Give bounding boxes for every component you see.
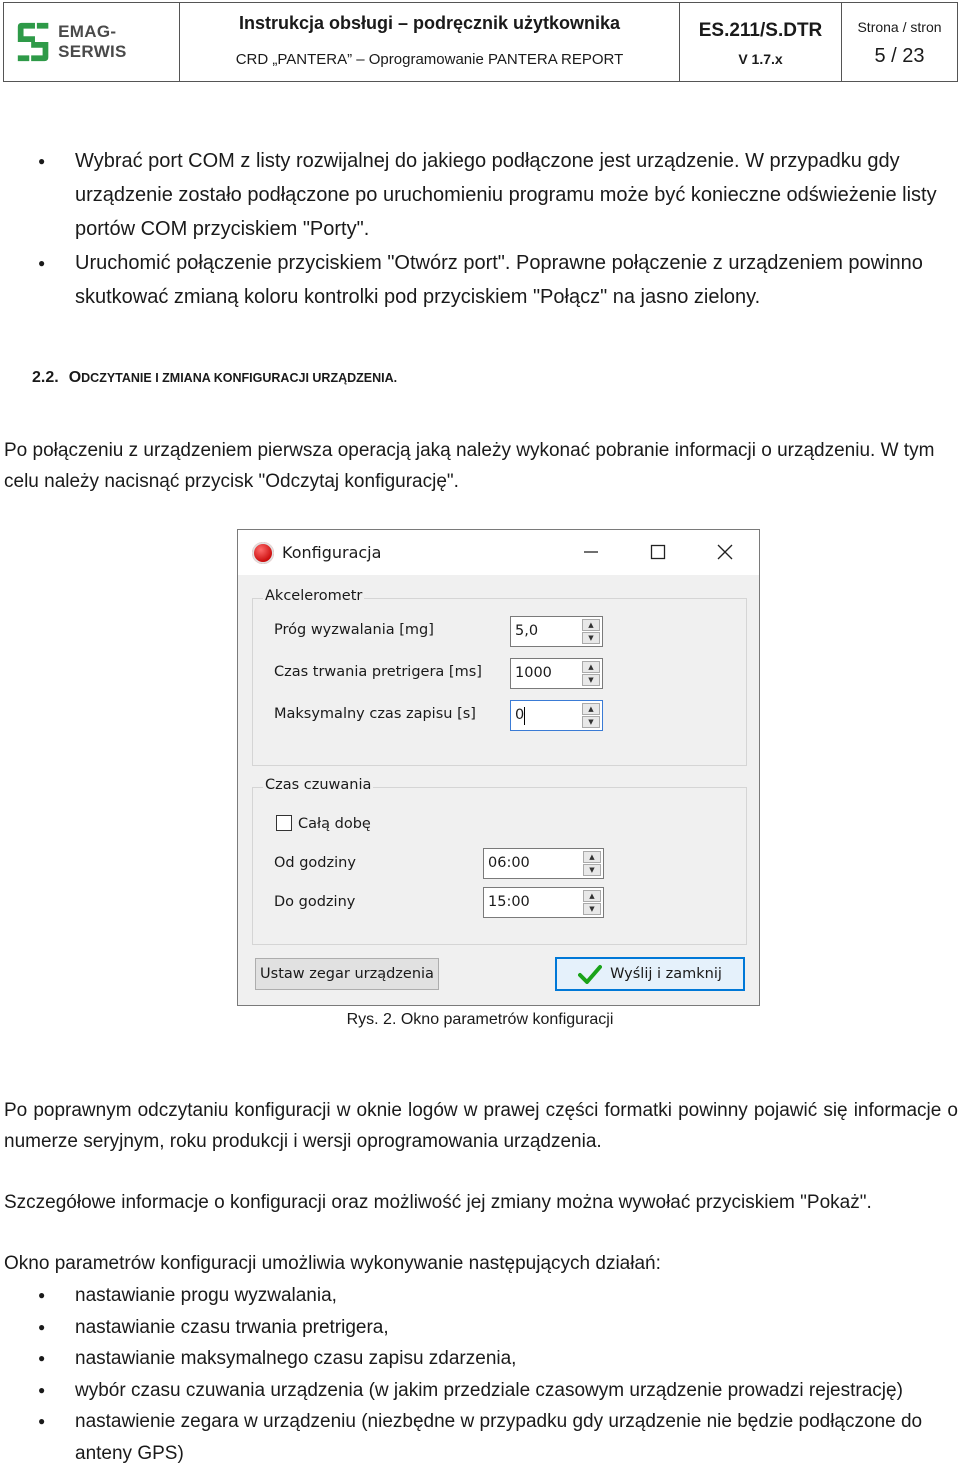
all-day-label: Całą dobę [298,816,371,832]
spin-down-icon[interactable]: ▼ [582,674,600,686]
section-title: DCZYTANIE I ZMIANA KONFIGURACJI URZĄDZENIA. [81,371,398,385]
section-heading [32,369,397,387]
page-label: Strona / stron [857,19,942,35]
section-title-initial: O [68,369,82,386]
list-item: ● nastawianie czasu trwania pretrigera, [0,1312,960,1344]
document-title: Instrukcja obsługi – podręcznik użytkownika [238,13,621,33]
group-title: Czas czuwania [265,777,372,793]
figure-caption: Rys. 2. Okno parametrów konfiguracji [346,1011,614,1028]
paragraph: Po połączeniu z urządzeniem pierwsza operacją jaką należy wykonać pobranie informacji o urządzeniu. W tym celu należy nacisnąć przycisk "Odczytaj konfigurację". [4,440,935,492]
to-hour-input[interactable] [483,887,604,918]
pretrigger-value: 1000 [515,665,552,681]
instruction-list [0,144,960,314]
max-record-time-input[interactable] [510,700,603,731]
paragraph: Okno parametrów konfiguracji umożliwia wykonywanie następujących działań: [4,1253,661,1274]
list-item: ● nastawianie progu wyzwalania, [0,1280,960,1312]
dialog-titlebar [238,530,759,575]
list-item: ● nastawianie maksymalnego czasu zapisu zdarzenia, [0,1343,960,1375]
minimize-icon [583,544,599,560]
spin-up-icon[interactable]: ▲ [582,661,600,673]
page-header [3,2,958,82]
feature-list [0,1280,960,1469]
spin-up-icon[interactable]: ▲ [582,703,600,715]
from-hour-value: 06:00 [488,855,530,871]
close-button[interactable] [710,538,740,566]
spin-down-icon[interactable]: ▼ [583,864,601,876]
from-hour-input[interactable] [483,848,604,879]
set-device-clock-button[interactable]: Ustaw zegar urządzenia [255,958,439,990]
to-hour-value: 15:00 [488,894,530,910]
paragraph: Szczegółowe informacje o konfiguracji oraz możliwość jej zmiany można wywołać przyciskiem "Pokaż". [4,1192,872,1213]
spin-up-icon[interactable]: ▲ [582,619,600,631]
checkmark-icon [578,964,602,984]
pretrigger-label: Czas trwania pretrigera [ms] [274,664,482,680]
company-logo [4,3,180,81]
spin-up-icon[interactable]: ▲ [583,851,601,863]
threshold-input[interactable] [510,616,603,647]
spin-up-icon[interactable]: ▲ [583,890,601,902]
page-number: 5 / 23 [874,45,925,67]
logo-text: EMAG-SERWIS [58,22,127,61]
document-version: V 1.7.x [738,51,783,67]
document-subtitle: CRD „PANTERA” – Oprogramowanie PANTERA REPORT [235,51,624,68]
all-day-checkbox[interactable] [276,815,292,831]
max-record-time-value: 0 [515,707,525,723]
to-hour-label: Do godziny [274,894,356,910]
list-item: ● wybór czasu czuwania urządzenia (w jakim przedziale czasowym urządzenie prowadzi rejestrację) [0,1375,960,1407]
list-item: ● Uruchomić połączenie przyciskiem "Otwórz port". Poprawne połączenie z urządzeniem powinno skutkować zmianą koloru kontrolki pod przyciskiem "Połącz" na jasno zielony. [0,246,960,314]
section-number: 2.2. [32,369,59,386]
maximize-button[interactable] [643,538,673,566]
spin-down-icon[interactable]: ▼ [582,632,600,644]
list-item: ● Wybrać port COM z listy rozwijalnej do jakiego podłączone jest urządzenie. W przypadku gdy urządzenie zostało podłączone po uruchomieniu programu może być konieczne odświeżenie listy portów COM przyciskiem "Porty". [0,144,960,246]
send-and-close-label: Wyślij i zamknij [610,966,722,982]
dialog-title: Konfiguracja [282,543,382,562]
from-hour-label: Od godziny [274,855,356,871]
paragraph: Po poprawnym odczytaniu konfiguracji w oknie logów w prawej części formatki powinny pojawić się informacje o numerze seryjnym, roku produkcji i wersji oprogramowania urządzenia. [4,1100,958,1152]
threshold-value: 5,0 [515,623,539,639]
spin-down-icon[interactable]: ▼ [582,716,600,728]
text-caret [524,707,525,725]
configuration-dialog [237,529,760,1006]
group-title: Akcelerometr [265,588,363,604]
maximize-icon [650,544,666,560]
list-item: ● nastawienie zegara w urządzeniu (niezbędne w przypadku gdy urządzenie nie będzie podłączone do anteny GPS) [0,1406,960,1469]
close-icon [717,544,733,560]
spin-down-icon[interactable]: ▼ [583,903,601,915]
send-and-close-button[interactable] [555,957,745,991]
document-code: ES.211/S.DTR [698,20,823,41]
pretrigger-input[interactable] [510,658,603,689]
max-record-time-label: Maksymalny czas zapisu [s] [274,706,476,722]
minimize-button[interactable] [576,538,606,566]
threshold-label: Próg wyzwalania [mg] [274,622,434,638]
emag-logo-icon [14,20,52,64]
app-icon [252,542,274,564]
